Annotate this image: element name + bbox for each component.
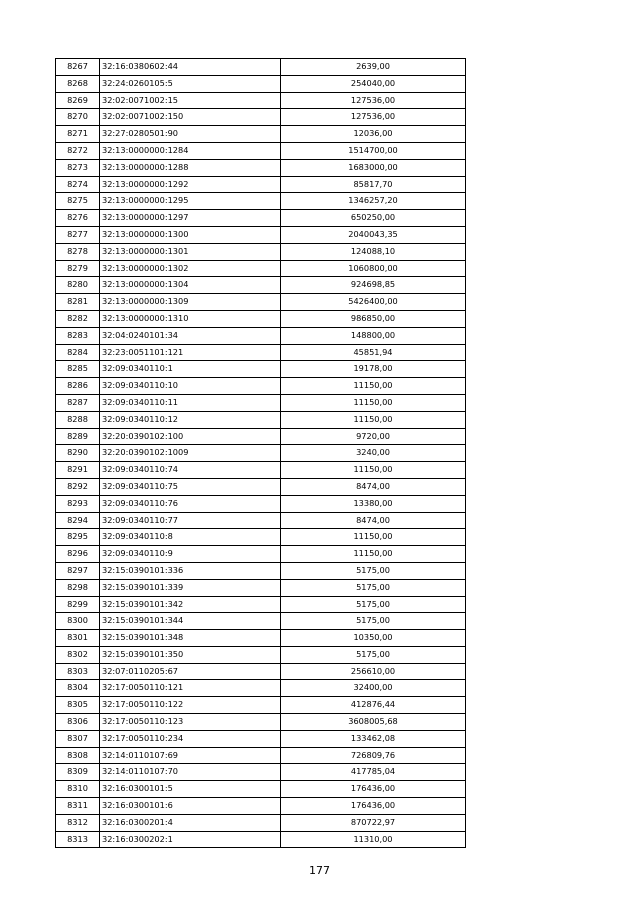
cadastral-number-cell: 32:27:0280501:90 [100,126,281,143]
row-number-cell: 8302 [56,646,100,663]
row-number-cell: 8300 [56,613,100,630]
table-row [56,478,466,495]
value-cell: 5175,00 [281,646,466,663]
table-row [56,445,466,462]
table-row [56,562,466,579]
table-row [56,697,466,714]
row-number-cell: 8289 [56,428,100,445]
table-row [56,462,466,479]
cadastral-number-cell: 32:09:0340110:12 [100,411,281,428]
cadastral-number-cell: 32:15:0390101:348 [100,630,281,647]
table-row [56,378,466,395]
table-row [56,680,466,697]
table-row [56,546,466,563]
cadastral-number-cell: 32:09:0340110:9 [100,546,281,563]
cadastral-number-cell: 32:13:0000000:1292 [100,176,281,193]
cadastral-number-cell: 32:15:0390101:350 [100,646,281,663]
row-number-cell: 8296 [56,546,100,563]
data-table [55,58,466,848]
cadastral-number-cell: 32:17:0050110:121 [100,680,281,697]
value-cell: 8474,00 [281,512,466,529]
table-row [56,193,466,210]
cadastral-number-cell: 32:09:0340110:75 [100,478,281,495]
table-row [56,663,466,680]
value-cell: 9720,00 [281,428,466,445]
row-number-cell: 8292 [56,478,100,495]
table-row [56,243,466,260]
table-row [56,394,466,411]
value-cell: 124088,10 [281,243,466,260]
value-cell: 1514700,00 [281,142,466,159]
value-cell: 5175,00 [281,596,466,613]
table-row [56,781,466,798]
table-body [56,59,466,848]
table-row [56,495,466,512]
row-number-cell: 8284 [56,344,100,361]
row-number-cell: 8310 [56,781,100,798]
cadastral-number-cell: 32:15:0390101:336 [100,562,281,579]
value-cell: 1683000,00 [281,159,466,176]
row-number-cell: 8267 [56,59,100,76]
row-number-cell: 8272 [56,142,100,159]
cadastral-number-cell: 32:14:0110107:69 [100,747,281,764]
page-number: 177 [309,864,330,877]
value-cell: 986850,00 [281,310,466,327]
cadastral-number-cell: 32:20:0390102:1009 [100,445,281,462]
value-cell: 924698,85 [281,277,466,294]
table-row [56,327,466,344]
table-row [56,142,466,159]
value-cell: 726809,76 [281,747,466,764]
row-number-cell: 8279 [56,260,100,277]
table-row [56,579,466,596]
value-cell: 8474,00 [281,478,466,495]
row-number-cell: 8274 [56,176,100,193]
cadastral-number-cell: 32:23:0051101:121 [100,344,281,361]
value-cell: 12036,00 [281,126,466,143]
row-number-cell: 8281 [56,294,100,311]
cadastral-number-cell: 32:13:0000000:1302 [100,260,281,277]
value-cell: 3608005,68 [281,714,466,731]
cadastral-number-cell: 32:20:0390102:100 [100,428,281,445]
table-row [56,529,466,546]
cadastral-number-cell: 32:16:0300101:5 [100,781,281,798]
row-number-cell: 8273 [56,159,100,176]
table-row [56,294,466,311]
row-number-cell: 8301 [56,630,100,647]
cadastral-number-cell: 32:13:0000000:1284 [100,142,281,159]
value-cell: 176436,00 [281,798,466,815]
value-cell: 13380,00 [281,495,466,512]
row-number-cell: 8275 [56,193,100,210]
value-cell: 870722,97 [281,814,466,831]
row-number-cell: 8271 [56,126,100,143]
row-number-cell: 8288 [56,411,100,428]
table-row [56,646,466,663]
value-cell: 127536,00 [281,92,466,109]
row-number-cell: 8293 [56,495,100,512]
cadastral-number-cell: 32:09:0340110:74 [100,462,281,479]
row-number-cell: 8285 [56,361,100,378]
row-number-cell: 8312 [56,814,100,831]
table-row [56,730,466,747]
value-cell: 650250,00 [281,210,466,227]
table-row [56,798,466,815]
row-number-cell: 8311 [56,798,100,815]
value-cell: 11150,00 [281,394,466,411]
cadastral-number-cell: 32:09:0340110:77 [100,512,281,529]
cadastral-number-cell: 32:13:0000000:1309 [100,294,281,311]
table-row [56,109,466,126]
table-row [56,361,466,378]
table-row [56,411,466,428]
cadastral-number-cell: 32:16:0380602:44 [100,59,281,76]
table-row [56,226,466,243]
row-number-cell: 8306 [56,714,100,731]
row-number-cell: 8290 [56,445,100,462]
value-cell: 254040,00 [281,75,466,92]
cadastral-number-cell: 32:15:0390101:339 [100,579,281,596]
cadastral-number-cell: 32:09:0340110:10 [100,378,281,395]
row-number-cell: 8304 [56,680,100,697]
cadastral-number-cell: 32:13:0000000:1288 [100,159,281,176]
cadastral-number-cell: 32:17:0050110:123 [100,714,281,731]
value-cell: 5175,00 [281,562,466,579]
value-cell: 3240,00 [281,445,466,462]
cadastral-number-cell: 32:09:0340110:1 [100,361,281,378]
row-number-cell: 8277 [56,226,100,243]
value-cell: 127536,00 [281,109,466,126]
row-number-cell: 8299 [56,596,100,613]
cadastral-number-cell: 32:15:0390101:342 [100,596,281,613]
row-number-cell: 8307 [56,730,100,747]
value-cell: 45851,94 [281,344,466,361]
row-number-cell: 8270 [56,109,100,126]
value-cell: 10350,00 [281,630,466,647]
cadastral-number-cell: 32:02:0071002:15 [100,92,281,109]
row-number-cell: 8276 [56,210,100,227]
table-row [56,210,466,227]
table-row [56,59,466,76]
row-number-cell: 8295 [56,529,100,546]
row-number-cell: 8287 [56,394,100,411]
cadastral-number-cell: 32:13:0000000:1301 [100,243,281,260]
row-number-cell: 8297 [56,562,100,579]
value-cell: 11150,00 [281,546,466,563]
row-number-cell: 8309 [56,764,100,781]
table-row [56,831,466,848]
value-cell: 2639,00 [281,59,466,76]
table-row [56,260,466,277]
value-cell: 5426400,00 [281,294,466,311]
value-cell: 417785,04 [281,764,466,781]
value-cell: 148800,00 [281,327,466,344]
row-number-cell: 8303 [56,663,100,680]
table-row [56,344,466,361]
row-number-cell: 8308 [56,747,100,764]
value-cell: 176436,00 [281,781,466,798]
table-row [56,747,466,764]
row-number-cell: 8280 [56,277,100,294]
cadastral-number-cell: 32:16:0300101:6 [100,798,281,815]
cadastral-number-cell: 32:16:0300201:4 [100,814,281,831]
table-row [56,277,466,294]
table-row [56,714,466,731]
cadastral-number-cell: 32:09:0340110:8 [100,529,281,546]
value-cell: 11150,00 [281,462,466,479]
table-row [56,310,466,327]
row-number-cell: 8291 [56,462,100,479]
row-number-cell: 8298 [56,579,100,596]
row-number-cell: 8268 [56,75,100,92]
value-cell: 85817,70 [281,176,466,193]
table-row [56,512,466,529]
value-cell: 19178,00 [281,361,466,378]
value-cell: 11310,00 [281,831,466,848]
table-row [56,814,466,831]
cadastral-number-cell: 32:09:0340110:76 [100,495,281,512]
row-number-cell: 8313 [56,831,100,848]
row-number-cell: 8282 [56,310,100,327]
value-cell: 32400,00 [281,680,466,697]
cadastral-number-cell: 32:15:0390101:344 [100,613,281,630]
table-row [56,764,466,781]
table-row [56,176,466,193]
cadastral-number-cell: 32:13:0000000:1304 [100,277,281,294]
row-number-cell: 8283 [56,327,100,344]
row-number-cell: 8294 [56,512,100,529]
table-row [56,596,466,613]
table-row [56,75,466,92]
cadastral-number-cell: 32:14:0110107:70 [100,764,281,781]
cadastral-number-cell: 32:07:0110205:67 [100,663,281,680]
value-cell: 5175,00 [281,613,466,630]
cadastral-number-cell: 32:13:0000000:1295 [100,193,281,210]
row-number-cell: 8305 [56,697,100,714]
table-row [56,126,466,143]
value-cell: 2040043,35 [281,226,466,243]
table-row [56,613,466,630]
table-row [56,630,466,647]
table-row [56,159,466,176]
value-cell: 133462,08 [281,730,466,747]
value-cell: 1060800,00 [281,260,466,277]
cadastral-number-cell: 32:17:0050110:122 [100,697,281,714]
cadastral-number-cell: 32:17:0050110:234 [100,730,281,747]
table-row [56,92,466,109]
cadastral-number-cell: 32:13:0000000:1310 [100,310,281,327]
cadastral-number-cell: 32:13:0000000:1300 [100,226,281,243]
cadastral-number-cell: 32:09:0340110:11 [100,394,281,411]
value-cell: 256610,00 [281,663,466,680]
cadastral-number-cell: 32:24:0260105:5 [100,75,281,92]
value-cell: 11150,00 [281,529,466,546]
value-cell: 11150,00 [281,378,466,395]
cadastral-number-cell: 32:16:0300202:1 [100,831,281,848]
value-cell: 1346257,20 [281,193,466,210]
value-cell: 412876,44 [281,697,466,714]
table-row [56,428,466,445]
value-cell: 11150,00 [281,411,466,428]
row-number-cell: 8278 [56,243,100,260]
row-number-cell: 8269 [56,92,100,109]
cadastral-number-cell: 32:04:0240101:34 [100,327,281,344]
cadastral-number-cell: 32:13:0000000:1297 [100,210,281,227]
cadastral-number-cell: 32:02:0071002:150 [100,109,281,126]
row-number-cell: 8286 [56,378,100,395]
value-cell: 5175,00 [281,579,466,596]
